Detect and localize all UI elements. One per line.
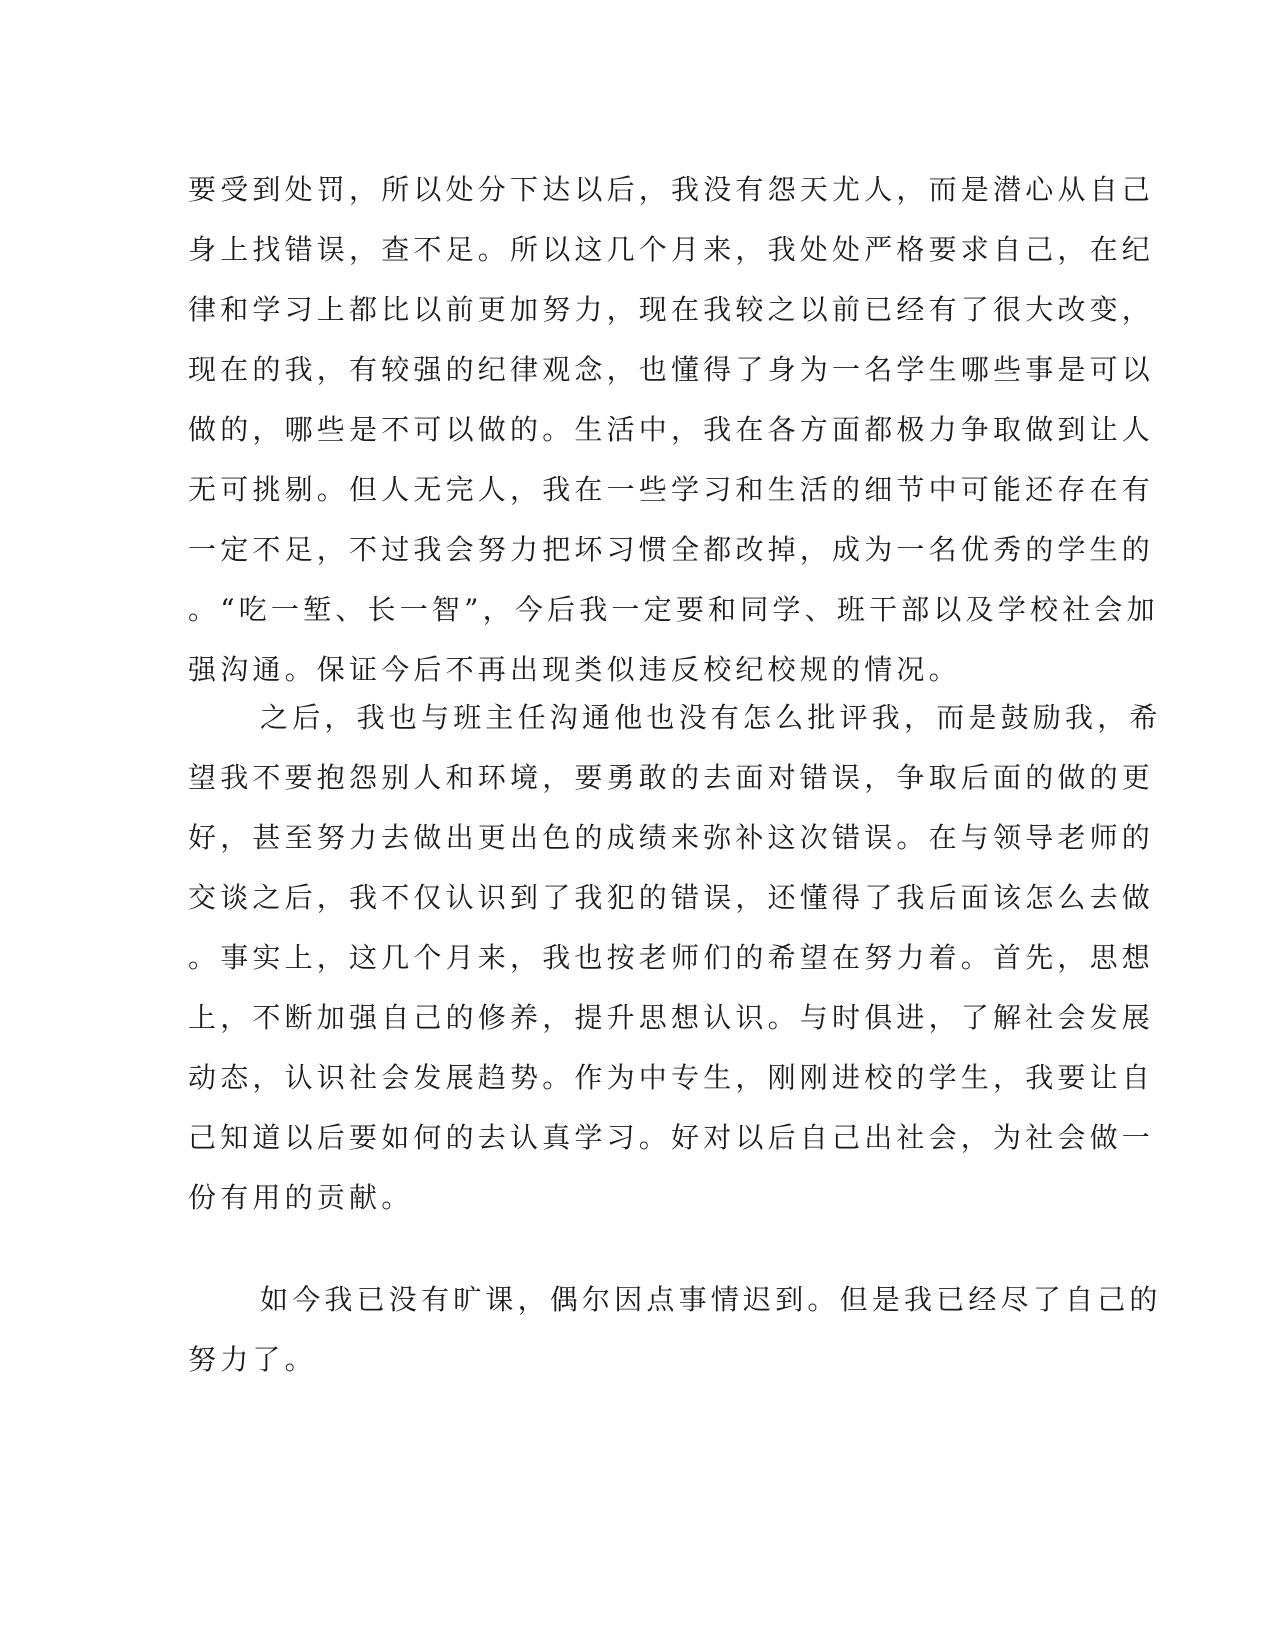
text-line: 现在的我，有较强的纪律观念，也懂得了身为一名学生哪些事是可以	[188, 353, 1155, 386]
text-line: 律和学习上都比以前更加努力，现在我较之以前已经有了很大改变，	[188, 293, 1155, 326]
text-line: 。“吃一堑、长一智”，今后我一定要和同学、班干部以及学校社会加	[188, 593, 1159, 626]
text-line: 之后，我也与班主任沟通他也没有怎么批评我，而是鼓励我，希	[260, 701, 1162, 734]
text-line: 如今我已没有旷课，偶尔因点事情迟到。但是我已经尽了自己的	[260, 1283, 1162, 1316]
text-line: 上，不断加强自己的修养，提升思想认识。与时俱进，了解社会发展	[188, 1001, 1155, 1034]
text-line: 望我不要抱怨别人和环境，要勇敢的去面对错误，争取后面的做的更	[188, 761, 1155, 794]
text-line: 无可挑剔。但人无完人，我在一些学习和生活的细节中可能还存在有	[188, 473, 1155, 506]
text-line: 一定不足，不过我会努力把坏习惯全都改掉，成为一名优秀的学生的	[188, 533, 1155, 566]
paragraph-3	[188, 1270, 1162, 1390]
text-line: 要受到处罚，所以处分下达以后，我没有怨天尤人，而是潜心从自己	[188, 173, 1155, 206]
text-line: 交谈之后，我不仅认识到了我犯的错误，还懂得了我后面该怎么去做	[188, 881, 1155, 914]
paragraph-1	[188, 160, 1159, 700]
text-line: 动态，认识社会发展趋势。作为中专生，刚刚进校的学生，我要让自	[188, 1061, 1155, 1094]
paragraph-2	[188, 688, 1162, 1228]
text-line: 。事实上，这几个月来，我也按老师们的希望在努力着。首先，思想	[188, 941, 1155, 974]
text-line: 己知道以后要如何的去认真学习。好对以后自己出社会，为社会做一	[188, 1121, 1155, 1154]
text-line: 做的，哪些是不可以做的。生活中，我在各方面都极力争取做到让人	[188, 413, 1155, 446]
text-line: 努力了。	[188, 1343, 317, 1376]
text-line: 份有用的贡献。	[188, 1181, 414, 1214]
text-line: 强沟通。保证今后不再出现类似违反校纪校规的情况。	[188, 653, 961, 686]
text-line: 好，甚至努力去做出更出色的成绩来弥补这次错误。在与领导老师的	[188, 821, 1155, 854]
text-line: 身上找错误，查不足。所以这几个月来，我处处严格要求自己，在纪	[188, 233, 1155, 266]
